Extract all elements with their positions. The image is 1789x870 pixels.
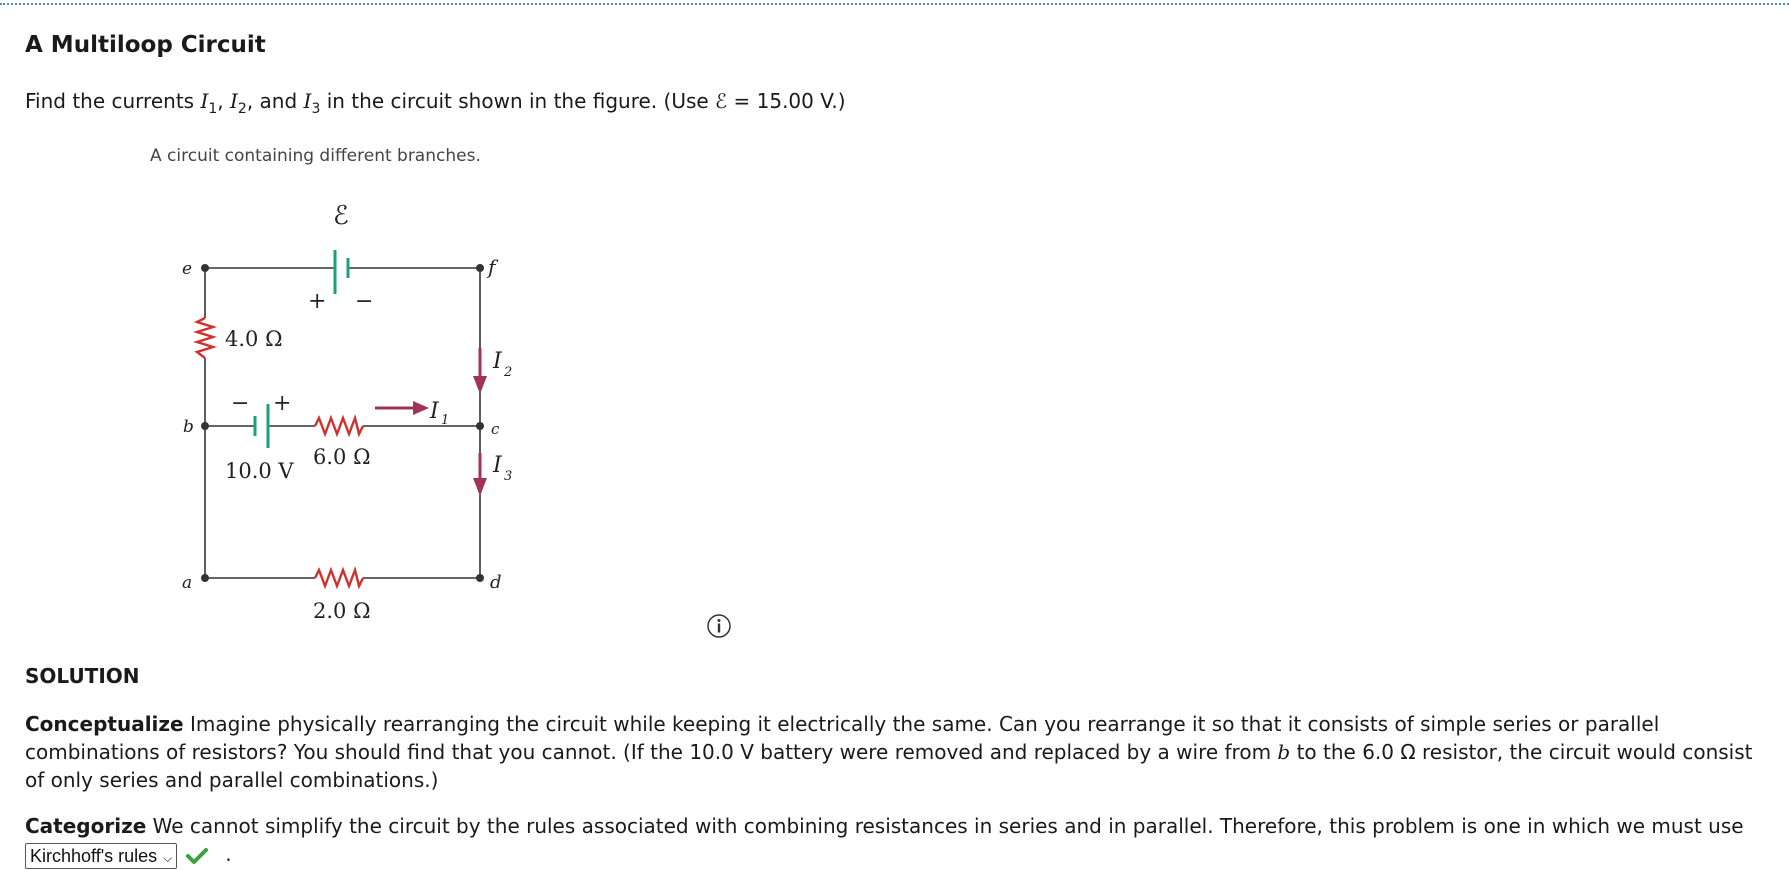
top-dotted-border (0, 3, 1789, 5)
battery-10v-label: 10.0 V (225, 459, 294, 483)
current-i1-sub: 1 (441, 413, 450, 428)
categorize-label: Categorize (25, 814, 147, 838)
conceptualize-label: Conceptualize (25, 712, 184, 736)
node-b-dot (201, 422, 209, 430)
current-i1-label: I (430, 399, 439, 424)
current-arrow-i1 (375, 401, 429, 415)
conceptualize-text-2: to the 6.0 Ω resistor, the circuit would consist of only series and parallel combinations.) (25, 740, 1753, 792)
emf-plus-sign: + (308, 289, 327, 314)
circuit-figure (145, 178, 565, 648)
node-d-dot (476, 574, 484, 582)
node-d-label: d (490, 572, 502, 593)
answer-dropdown[interactable] (25, 843, 177, 869)
current-i3-sub: 3 (504, 469, 513, 484)
battery-10v-minus-sign: − (231, 391, 250, 416)
current-arrow-i2 (473, 348, 487, 394)
resistor-4-ohm (197, 318, 213, 358)
circuit-wires (205, 268, 480, 578)
node-f-dot (476, 264, 484, 272)
node-b-label: b (183, 417, 194, 437)
question-sep2: , and (246, 89, 304, 113)
current-i2-label: I (493, 349, 502, 374)
resistor-4-ohm-label: 4.0 Ω (225, 327, 283, 351)
conceptualize-node-b: b (1277, 740, 1291, 764)
current-i3: I (303, 89, 312, 113)
info-icon[interactable] (706, 613, 732, 639)
current-i2-sub: 2 (237, 101, 247, 117)
emf-symbol: ℰ (333, 201, 349, 231)
resistor-6-ohm (315, 418, 363, 434)
current-i3-label: I (493, 453, 502, 478)
emf-minus-sign: − (355, 289, 374, 314)
resistor-2-ohm (315, 570, 363, 586)
current-i1-sub: 1 (208, 101, 218, 117)
conceptualize-text-1: Imagine physically rearranging the circuit while keeping it electrically the same. Can you rearrange it so that it consists of simple series or parallel combinations of resistors? You should find that you cannot. (If the 10.0 V battery were removed and replaced by a wire from (25, 712, 1660, 764)
current-arrow-i3 (473, 453, 487, 496)
end-punctuation: . (225, 842, 232, 866)
resistor-2-ohm-label: 2.0 Ω (313, 599, 371, 623)
resistor-6-ohm-label: 6.0 Ω (313, 445, 371, 469)
page-title: A Multiloop Circuit (25, 32, 266, 58)
question-suffix: in the circuit shown in the figure. (Use ℰ = 15.00 V.) (320, 89, 846, 113)
node-a-dot (201, 574, 209, 582)
figure-caption: A circuit containing different branches. (150, 146, 481, 166)
current-i3-sub: 3 (311, 101, 321, 117)
node-c-label: c (491, 420, 500, 438)
battery-10v-plus-sign: + (273, 391, 292, 416)
checkmark-icon (185, 847, 209, 865)
chevron-down-icon: ⌵ (163, 850, 173, 865)
current-i1: I (200, 89, 209, 113)
node-e-dot (201, 264, 209, 272)
conceptualize-paragraph (25, 710, 1770, 794)
question-sep1: , (217, 89, 230, 113)
node-a-label: a (182, 573, 193, 593)
problem-content (25, 28, 1765, 866)
node-f-label: f (488, 255, 496, 279)
current-i2-sub: 2 (504, 365, 513, 380)
node-c-dot (476, 422, 484, 430)
categorize-paragraph (25, 812, 1770, 869)
question-prefix: Find the currents (25, 89, 201, 113)
categorize-text: We cannot simplify the circuit by the rules associated with combining resistances in series and in parallel. Therefore, this problem is one in which we must use (146, 814, 1744, 838)
question-text (25, 86, 846, 124)
node-e-label: e (182, 259, 193, 279)
solution-heading: SOLUTION (25, 664, 140, 688)
answer-dropdown-value: Kirchhoff's rules (30, 845, 158, 866)
current-i2: I (230, 89, 238, 113)
